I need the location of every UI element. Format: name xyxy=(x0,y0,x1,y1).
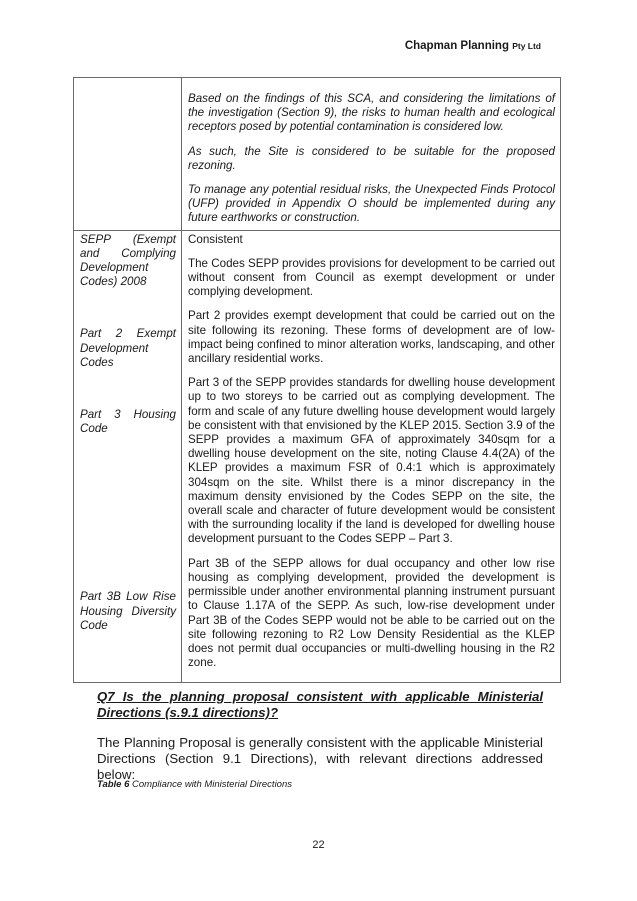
sepp-detail-cell xyxy=(182,230,561,683)
company-name: Chapman Planning xyxy=(404,40,509,52)
table-row xyxy=(74,78,561,231)
empty-label-cell xyxy=(74,78,182,231)
consistency-table xyxy=(73,77,561,683)
sepp-title: SEPP (Exempt and Complying Development Codes) 2008 xyxy=(80,232,176,289)
findings-paragraph: As such, the Site is considered to be suitable for the proposed rezoning. xyxy=(188,144,555,172)
part-label: Part 2 Exempt Development Codes xyxy=(80,327,176,369)
part-description: Part 3 of the SEPP provides standards for dwelling house development up to two storeys to be carried out as complying development. The form and scale of any future dwelling house development would largely be consistent with that envisioned by the KLEP 2015. Section 3.9 of the SEPP provides a maximum GFA of approximately 340sqm for a dwelling house development on the site, noting Clause 4.4(2A) of the KLEP provides a maximum FSR of 0.4:1 which is approximately 304sqm on the site. Whilst there is a minor discrepancy in the maximum density envisioned by the Codes SEPP on the site, the overall scale and character of future development would be consistent with the surrounding locality if the land is developed for dwelling house development pursuant to the Codes SEPP – Part 3. xyxy=(188,376,555,546)
findings-cell xyxy=(182,78,561,231)
sepp-label-cell xyxy=(74,230,182,683)
findings-paragraph: To manage any potential residual risks, the Unexpected Finds Protocol (UFP) provided in Appendix O should be implemented during any future earthworks or construction. xyxy=(188,183,555,225)
company-suffix: Pty Ltd xyxy=(512,41,541,51)
page-header xyxy=(405,40,541,52)
table-caption xyxy=(97,779,292,790)
part-description: Part 3B of the SEPP allows for dual occupancy and other low rise housing as complying development, provided the development is permissible under another environmental planning instrument pursuant to Clause 1.17A of the SEPP. As such, low-rise development under Part 3B of the Codes SEPP would not be able to be carried out on the site following rezoning to R2 Low Density Residential as the KLEP does not permit dual occupancies or multi-dwelling housing in the R2 zone. xyxy=(188,556,555,670)
consistency-status: Consistent xyxy=(188,232,243,246)
caption-text: Compliance with Ministerial Directions xyxy=(132,779,293,790)
part-label: Part 3 Housing Code xyxy=(80,408,176,436)
section-question-heading: Q7 Is the planning proposal consistent with applicable Ministerial Directions (s.9.1 directions)? xyxy=(97,689,543,720)
table-row xyxy=(74,230,561,683)
caption-label: Table 6 xyxy=(97,779,130,790)
findings-paragraph: Based on the findings of this SCA, and considering the limitations of the investigation (Section 9), the risks to human health and ecological receptors posed by potential contamination is considered low. xyxy=(188,92,555,134)
part-description: Part 2 provides exempt development that could be carried out on the site following its rezoning. These forms of development are of low-impact being confined to minor alteration works, landscaping, and other ancillary residential works. xyxy=(188,309,555,366)
intro-paragraph: The Planning Proposal is generally consistent with the applicable Ministerial Directions (Section 9.1 Directions), with relevant directions addressed below: xyxy=(97,735,543,782)
part-label: Part 3B Low Rise Housing Diversity Code xyxy=(80,590,176,632)
sepp-intro: The Codes SEPP provides provisions for development to be carried out without consent from Council as exempt development or under complying development. xyxy=(188,256,555,299)
page-number: 22 xyxy=(312,839,325,851)
